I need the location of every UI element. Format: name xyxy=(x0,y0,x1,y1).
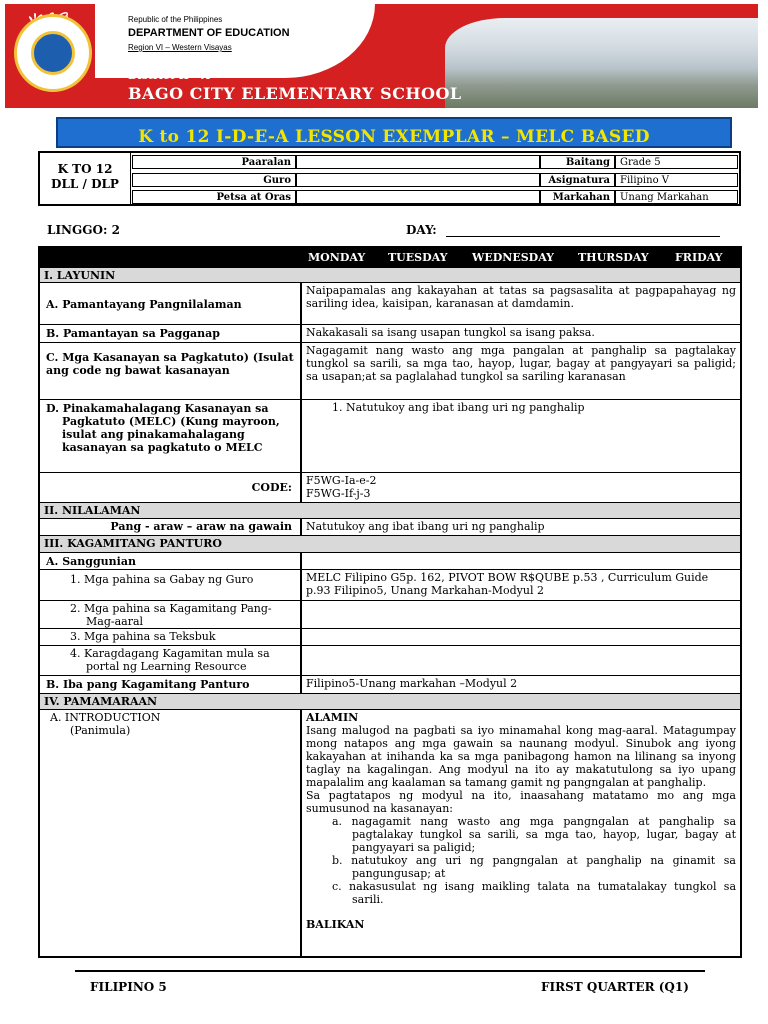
section-pamamaraan xyxy=(40,694,740,710)
k-to-12-label: K TO 12 xyxy=(57,162,113,176)
asignatura-label: Asignatura xyxy=(540,173,615,187)
intro-sublabel: (Panimula) xyxy=(70,724,131,737)
petsa-label: Petsa at Oras xyxy=(132,190,296,204)
row-label: 2. Mga pahina sa Kagamitang Pang-Mag-aaral xyxy=(40,601,302,628)
info-box xyxy=(38,151,741,206)
code-label: CODE: xyxy=(40,473,302,502)
row-karagdagang-kagamitan xyxy=(40,646,740,676)
dll-dlp-text: DLL / DLP xyxy=(51,177,119,191)
page-title: K to 12 I-D-E-A LESSON EXEMPLAR – MELC BASED xyxy=(138,127,650,147)
dll-dlp-label xyxy=(40,153,131,204)
row-code xyxy=(40,473,740,503)
objective-c: c. nakasusulat ng isang maikling talata na tumatalakay tungkol sa sarili. xyxy=(332,880,736,906)
row-label: A. Pamantayang Pangnilalaman xyxy=(40,283,302,324)
row-label xyxy=(40,710,302,956)
header-school-name: BAGO CITY ELEMENTARY SCHOOL xyxy=(128,84,462,103)
baitang-label: Baitang xyxy=(540,155,615,169)
code-2: F5WG-If-j-3 xyxy=(306,487,371,500)
alamin-heading: ALAMIN xyxy=(306,711,359,724)
objective-b: b. natutukoy ang uri ng pangngalan at panghalip na ginamit sa pangungusap; at xyxy=(332,854,736,880)
section-layunin xyxy=(40,268,740,283)
section-nilalaman xyxy=(40,503,740,519)
row-label: 3. Mga pahina sa Teksbuk xyxy=(40,629,302,645)
row-label: 4. Karagdagang Kagamitan mula sa portal ng Learning Resource xyxy=(40,646,302,675)
day-thursday: THURSDAY xyxy=(578,251,649,264)
row-value: Natutukoy ang ibat ibang uri ng panghalip xyxy=(306,520,545,533)
objectives-list xyxy=(306,815,736,906)
intro-content xyxy=(302,710,740,956)
row-label: A. Sanggunian xyxy=(40,553,302,569)
petsa-field[interactable] xyxy=(296,190,540,204)
day-tuesday: TUESDAY xyxy=(388,251,448,264)
row-melc xyxy=(40,400,740,473)
row-label: Pang - araw – araw na gawain xyxy=(40,519,302,535)
guro-label: Guro xyxy=(132,173,296,187)
row-gabay-guro xyxy=(40,570,740,601)
header-republic: Republic of the Philippines xyxy=(128,15,223,24)
row-label: C. Mga Kasanayan sa Pagkatuto) (Isulat ang code ng bawat kasanayan xyxy=(40,343,302,399)
row-pamantayang-pangnilalaman xyxy=(40,283,740,325)
day-fill-line[interactable] xyxy=(446,236,720,237)
row-value xyxy=(302,646,740,675)
row-iba-pang-kagamitan xyxy=(40,676,740,694)
day-friday: FRIDAY xyxy=(675,251,723,264)
balikan-heading: BALIKAN xyxy=(306,918,365,931)
footer-divider xyxy=(75,970,705,972)
section-title: I. LAYUNIN xyxy=(44,269,116,282)
row-label: 1. Mga pahina sa Gabay ng Guro xyxy=(40,570,302,600)
row-value: Naipapamalas ang kakayahan at tatas sa pagsasalita at pagpapahayag ng sariling idea, kaisipan, karanasan at damdamin. xyxy=(306,284,736,310)
header-region: Region VI – Western Visayas xyxy=(128,43,232,52)
school-seal-logo xyxy=(14,14,92,92)
title-bar xyxy=(56,117,732,148)
footer-subject: FILIPINO 5 xyxy=(90,980,167,994)
baitang-value[interactable]: Grade 5 xyxy=(615,155,738,169)
school-photo xyxy=(445,18,758,108)
row-label: B. Iba pang Kagamitang Panturo xyxy=(40,676,302,693)
section-title: II. NILALAMAN xyxy=(44,504,141,517)
row-pang-araw-araw xyxy=(40,519,740,536)
markahan-label: Markahan xyxy=(540,190,615,204)
footer-quarter: FIRST QUARTER (Q1) xyxy=(541,980,689,994)
row-label: D. Pinakamahalagang Kasanayan sa Pagkatuto (MELC) (Kung mayroon, isulat ang pinakamahalagang kasanayan sa pagkatuto o MELC xyxy=(40,400,302,472)
seal-center-icon xyxy=(31,31,75,75)
header-district: District II - A xyxy=(128,69,210,82)
paaralan-label: Paaralan xyxy=(132,155,296,169)
row-sanggunian xyxy=(40,553,740,570)
day-label: DAY: xyxy=(406,223,437,237)
row-kagamitang-mag-aaral xyxy=(40,601,740,629)
intro-label: A. INTRODUCTION xyxy=(50,711,161,724)
row-introduction xyxy=(40,710,740,956)
row-value: MELC Filipino G5p. 162, PIVOT BOW R$QUBE p.53 , Curriculum Guide p.93 Filipino5, Unang Markahan-Modyul 2 xyxy=(306,571,709,597)
day-wednesday: WEDNESDAY xyxy=(472,251,555,264)
header-division: DIVISION OF BAGO CITY xyxy=(128,57,236,67)
row-pamantayan-pagganap xyxy=(40,325,740,343)
row-label: B. Pamantayan sa Pagganap xyxy=(40,325,302,342)
row-value xyxy=(302,601,740,628)
lesson-table xyxy=(38,246,742,958)
code-1: F5WG-Ia-e-2 xyxy=(306,474,377,487)
row-value xyxy=(302,629,740,645)
code-values xyxy=(302,473,740,502)
objective-a: a. nagagamit nang wasto ang mga pangngalan at panghalip sa pagtalakay tungkol sa sarili, sa mga tao, hayop, lugar, bagay at pangyayari sa paligid; xyxy=(332,815,736,854)
section-kagamitang-panturo xyxy=(40,536,740,553)
days-header-row xyxy=(40,248,740,268)
row-value xyxy=(302,553,740,569)
paaralan-field[interactable] xyxy=(296,155,540,169)
day-monday: MONDAY xyxy=(308,251,366,264)
header-banner xyxy=(5,4,758,108)
row-value: 1. Natutukoy ang ibat ibang uri ng panghalip xyxy=(332,401,585,414)
guro-field[interactable] xyxy=(296,173,540,187)
row-value: Nakakasali sa isang usapan tungkol sa isang paksa. xyxy=(306,326,595,339)
markahan-value[interactable]: Unang Markahan xyxy=(615,190,738,204)
intro-paragraph-1: Isang malugod na pagbati sa iyo minamahal kong mag-aaral. Matagumpay mong natapos ang mga gawain sa naunang modyul. Sinubok ang iyong kakayahan at inihanda ka sa mga panibagong hamon na lilinang sa inyong taglay na kagalingan. Ang modyul na ito ay makatutulong sa iyo upang mapalalim ang kaalaman sa tamang gamit ng pangngalan at panghalip. xyxy=(306,724,736,789)
row-value: Filipino5-Unang markahan –Modyul 2 xyxy=(306,677,518,690)
asignatura-value[interactable]: Filipino V xyxy=(615,173,738,187)
row-kasanayan xyxy=(40,343,740,400)
row-value: Nagagamit nang wasto ang mga pangalan at panghalip sa pagtalakay tungkol sa sarili, sa mga tao, hayop, lugar, bagay at pangyayari sa paligid; sa usapan;at sa paglalahad tungkol sa sariling karanasan xyxy=(306,344,736,383)
section-title: IV. PAMAMARAAN xyxy=(44,695,158,708)
row-teksbuk xyxy=(40,629,740,646)
linggo-label: LINGGO: 2 xyxy=(47,223,120,237)
section-title: III. KAGAMITANG PANTURO xyxy=(44,537,222,550)
header-department: DEPARTMENT OF EDUCATION xyxy=(128,27,290,39)
intro-paragraph-2: Sa pagtatapos ng modyul na ito, inaasahang matatamo mo ang mga sumusunod na kasanayan: xyxy=(306,789,736,815)
